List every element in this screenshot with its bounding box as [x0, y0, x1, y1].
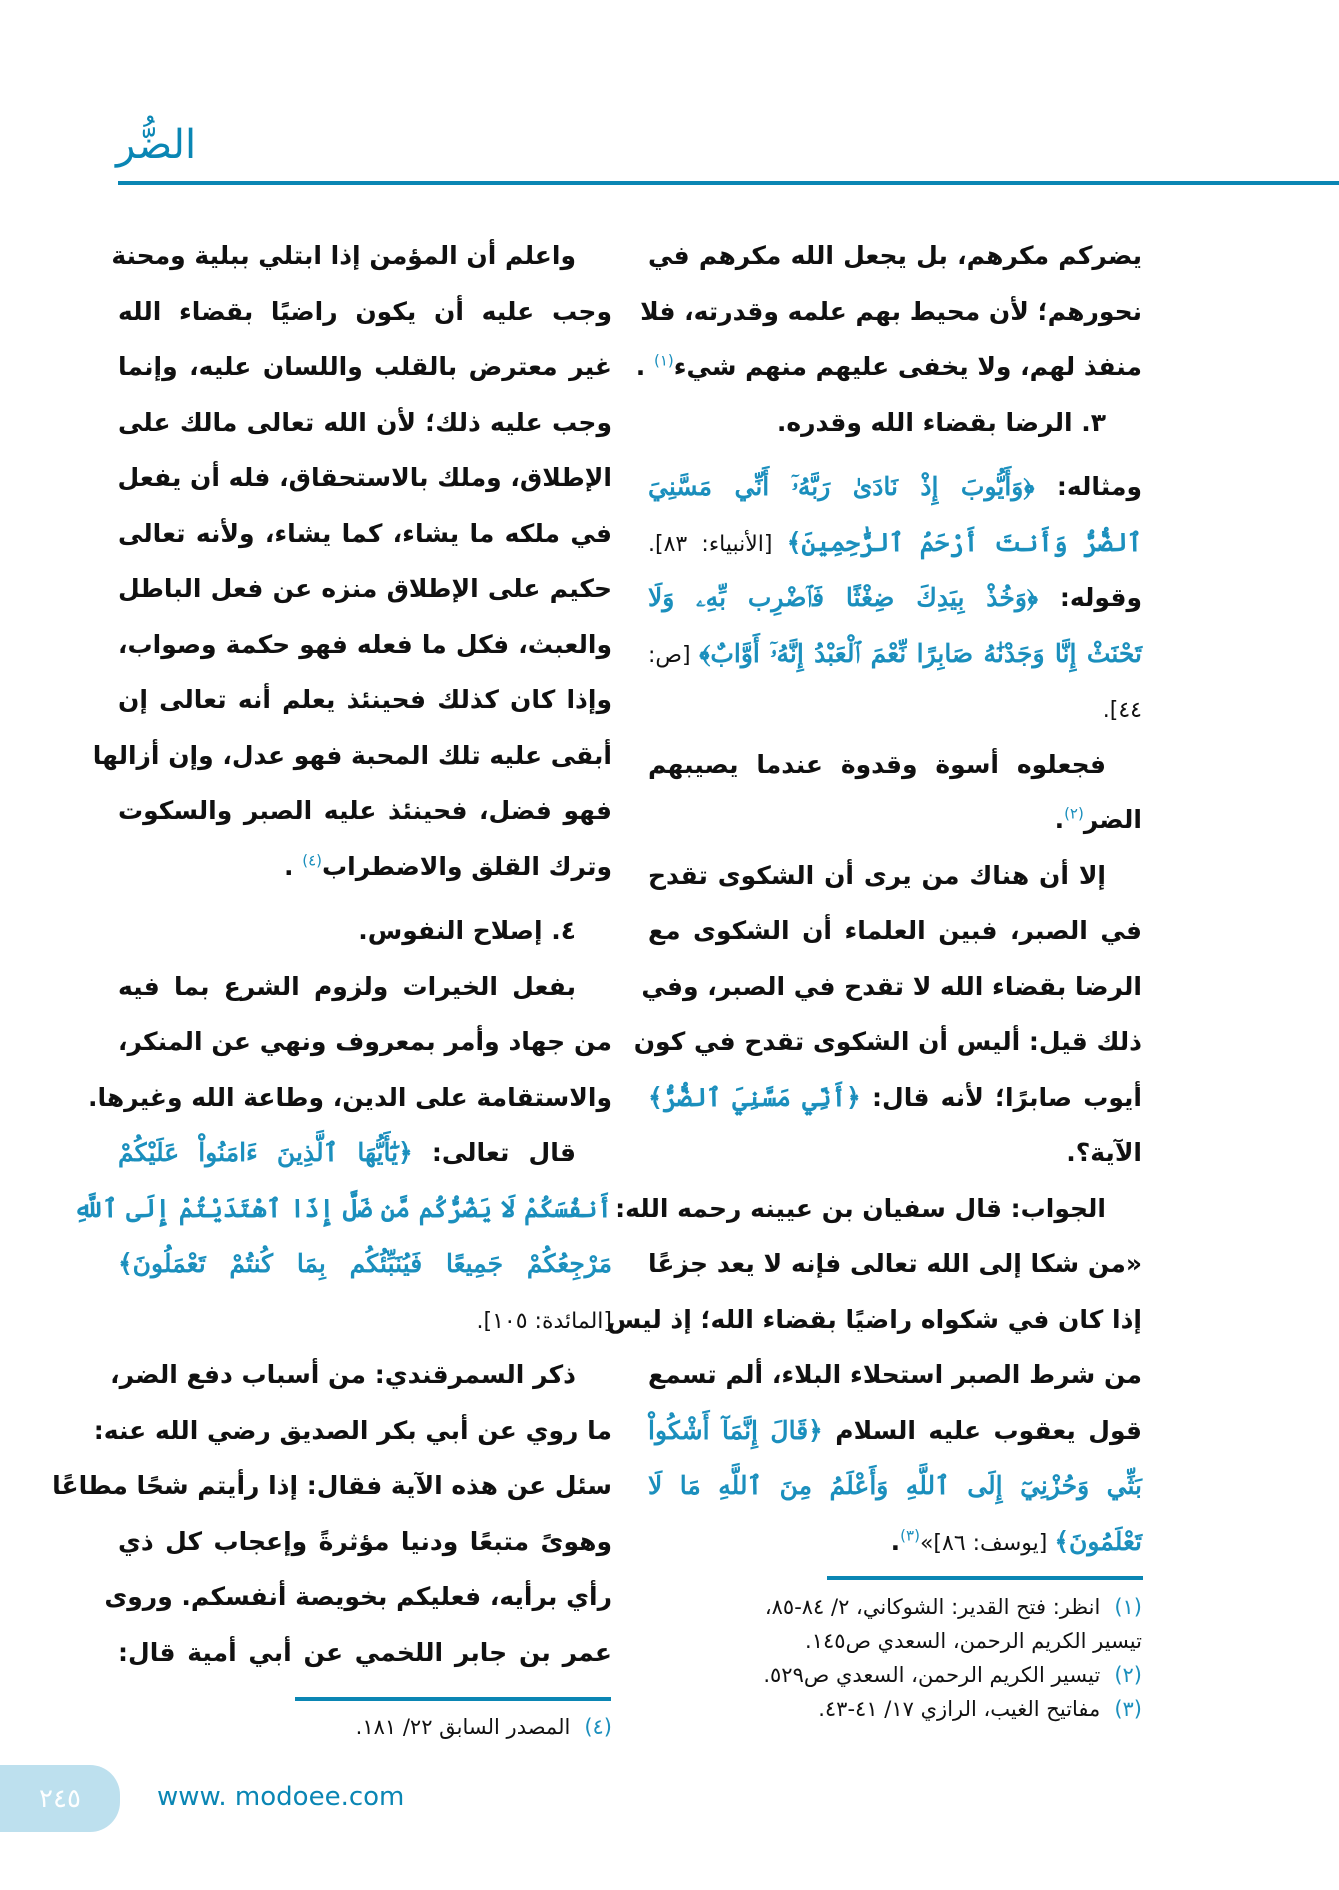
- body-text: عمر بن جابر اللخمي عن أبي أمية قال:: [118, 1637, 612, 1667]
- text-line: [52, 1458, 612, 1514]
- text-line: [648, 792, 1142, 848]
- verse-reference: [المائدة: ١٠٥].: [476, 1308, 612, 1334]
- text-line: [93, 1403, 612, 1459]
- body-text: وترك القلق والاضطراب: [322, 851, 612, 881]
- text-line: [648, 1070, 1142, 1126]
- body-text: الآية؟.: [1066, 1138, 1142, 1167]
- quran-verse: ﴿قَالَ إِنَّمَآ أَشْكُواْ: [648, 1415, 823, 1445]
- text-line: [648, 1236, 1142, 1292]
- text-line: [118, 1292, 612, 1348]
- text-line: [648, 570, 1142, 626]
- text-line: [118, 903, 612, 959]
- body-text: وهوىً متبعًا ودنيا مؤثرةً وإعجاب كل ذي: [118, 1526, 612, 1556]
- body-text: الضر: [1083, 805, 1142, 834]
- text-line: [110, 1347, 612, 1403]
- body-text: الرضا بقضاء الله لا تقدح في الصبر، وفي: [641, 971, 1142, 1001]
- text-line: [648, 737, 1142, 793]
- quran-verse: ٱلضُّرُّ وَأَنتَ أَرْحَمُ ٱلرَّٰحِمِينَ﴾: [786, 527, 1143, 557]
- quran-verse: ﴿وَأَيُّوبَ إِذْ نَادَىٰ رَبَّهُۥٓ أَنِّي مَسَّنِيَ: [648, 472, 1035, 501]
- body-text: إلا أن هناك من يرى أن الشكوى تقدح: [648, 860, 1106, 890]
- text-line: [648, 228, 1142, 284]
- text-line: [118, 1236, 612, 1292]
- body-text: حكيم على الإطلاق منزه عن فعل الباطل: [118, 574, 612, 603]
- footnotes-left: [118, 1710, 612, 1744]
- body-text: والاستقامة على الدين، وطاعة الله وغيرها.: [87, 1082, 612, 1112]
- body-text: .: [890, 1526, 901, 1556]
- quran-verse: مَرْجِعُكُمْ جَمِيعًا فَيُنَبِّئُكُم بِمَا كُنتُمْ تَعْمَلُونَ﴾: [118, 1249, 612, 1278]
- body-text: .: [635, 352, 654, 381]
- chapter-title: الضُّر: [116, 122, 197, 168]
- body-text: غير معترض بالقلب واللسان عليه، وإنما: [118, 352, 612, 381]
- footnote-text: تيسير الكريم الرحمن، السعدي ص١٤٥.: [805, 1629, 1142, 1653]
- text-line: [648, 515, 1142, 571]
- text-line: [118, 506, 612, 562]
- text-line: [648, 459, 1142, 515]
- body-text: واعلم أن المؤمن إذا ابتلي ببلية ومحنة: [111, 241, 576, 270]
- text-line: [118, 395, 612, 451]
- footnote: [648, 1624, 1142, 1658]
- footnote-number: (٢): [1114, 1663, 1142, 1687]
- body-text: قول يعقوب عليه السلام: [822, 1415, 1143, 1445]
- body-text: وقوله:: [1038, 583, 1142, 612]
- quran-verse: ﴿وَخُذْ بِيَدِكَ ضِغْثًا فَٱضْرِب بِّهِۦ وَلَا: [648, 583, 1039, 612]
- text-line: [635, 339, 1142, 395]
- body-text: أيوب صابرًا؛ لأنه قال:: [860, 1082, 1142, 1112]
- quran-verse: تَعْلَمُونَ﴾: [1054, 1526, 1142, 1556]
- verse-reference: [ص:: [648, 642, 700, 668]
- text-line: [641, 959, 1142, 1015]
- text-line: [73, 1181, 612, 1237]
- body-text: بفعل الخيرات ولزوم الشرع بما فيه: [118, 971, 576, 1001]
- body-text: «من شكا إلى الله تعالى فإنه لا يعد جزعًا: [648, 1249, 1142, 1278]
- body-text: إذا كان في شكواه راضيًا بقضاء الله؛ إذ ليس: [606, 1304, 1142, 1334]
- body-text: وإذا كان كذلك فحينئذ يعلم أنه تعالى إن: [118, 685, 612, 714]
- footnote-number: (٣): [1114, 1697, 1142, 1721]
- body-text: نحورهم؛ لأن محيط بهم علمه وقدرته، فلا: [640, 296, 1142, 326]
- footnote-rule-right: [827, 1576, 1143, 1580]
- footnote-marker: (٣): [900, 1526, 920, 1545]
- footnote-text: تيسير الكريم الرحمن، السعدي ص٥٢٩.: [763, 1663, 1101, 1687]
- body-text: ما روي عن أبي بكر الصديق رضي الله عنه:: [93, 1415, 612, 1445]
- text-line: [118, 1625, 612, 1681]
- website-link[interactable]: www. modoee.com: [157, 1782, 405, 1812]
- body-text: ذكر السمرقندي: من أسباب دفع الضر،: [110, 1360, 576, 1389]
- text-line: [118, 617, 612, 673]
- text-line: [92, 728, 612, 784]
- footnote-text: مفاتيح الغيب، الرازي ١٧/ ٤١-٤٣.: [818, 1697, 1101, 1721]
- body-text: وجب عليه ذلك؛ لأن الله تعالى مالك على: [118, 407, 612, 437]
- body-text: من جهاد وأمر بمعروف ونهي عن المنكر،: [118, 1027, 612, 1056]
- body-text: ذلك قيل: أليس أن الشكوى تقدح في كون: [633, 1027, 1142, 1056]
- text-line: [648, 903, 1142, 959]
- text-line: [648, 1458, 1142, 1514]
- footnote: [118, 1710, 612, 1744]
- text-line: [633, 1014, 1142, 1070]
- footnote: [648, 1590, 1142, 1624]
- body-text: .: [1054, 805, 1065, 834]
- quran-verse: بَثِّي وَحُزْنِيٓ إِلَى ٱللَّهِ وَأَعْلَمُ مِنَ ٱللَّهِ مَا لَا: [648, 1471, 1142, 1500]
- header-rule: [118, 181, 1339, 185]
- text-line: [118, 672, 612, 728]
- body-text: أبقى عليه تلك المحبة فهو عدل، وإن أزالها: [92, 740, 612, 770]
- body-text: فجعلوه أسوة وقدوة عندما يصيبهم: [648, 749, 1106, 779]
- body-text: والعبث، فكل ما فعله فهو حكمة وصواب،: [118, 629, 612, 659]
- footnotes-right: [648, 1590, 1142, 1726]
- text-line: [615, 1181, 1142, 1237]
- text-line: [118, 959, 612, 1015]
- footnote-text: المصدر السابق ٢٢/ ١٨١.: [355, 1715, 571, 1739]
- text-line: [118, 1514, 612, 1570]
- body-text: الجواب: قال سفيان بن عيينه رحمه الله:: [615, 1193, 1106, 1223]
- text-line: [118, 284, 612, 340]
- quran-verse: تَحْنَثْ إِنَّا وَجَدْنَٰهُ صَابِرًا نِّعْمَ ٱلْعَبْدُ إِنَّهُۥٓ أَوَّابٌ﴾: [699, 638, 1143, 668]
- footnote-marker: (١): [653, 351, 674, 370]
- text-line: [648, 1403, 1142, 1459]
- text-line: [118, 339, 612, 395]
- text-line: [118, 783, 612, 839]
- body-text: ٤. إصلاح النفوس.: [358, 916, 576, 945]
- text-line: [648, 1347, 1142, 1403]
- footnote-text: انظر: فتح القدير: الشوكاني، ٢/ ٨٤-٨٥،: [764, 1595, 1101, 1619]
- quran-verse: أَنفُسَكُمْ لَا يَضُرُّكُم مَّن ضَلَّ إِذَا ٱهْتَدَيْتُمْ إِلَى ٱللَّهِ: [73, 1193, 612, 1223]
- page-number: ٢٤٥: [39, 1783, 81, 1814]
- text-line: [111, 228, 612, 284]
- footnote-number: (١): [1114, 1595, 1142, 1619]
- body-text: ومثاله:: [1034, 472, 1142, 501]
- text-line: [648, 1125, 1142, 1181]
- footnote-marker: (٢): [1064, 804, 1084, 823]
- quran-verse: ﴿يَٰٓأَيُّهَا ٱلَّذِينَ ءَامَنُواْ عَلَيْكُمْ: [118, 1138, 413, 1167]
- verse-reference: ٤٤].: [1102, 698, 1142, 723]
- text-line: [648, 626, 1142, 682]
- text-line: [648, 395, 1142, 451]
- text-line: [118, 1014, 612, 1070]
- body-text: في الصبر، فبين العلماء أن الشكوى مع: [648, 916, 1142, 945]
- text-line: [118, 561, 612, 617]
- body-text: في ملكه ما يشاء، كما يشاء، ولأنه تعالى: [118, 518, 612, 548]
- body-text: منفذ لهم، ولا يخفى عليهم منهم شيء: [673, 352, 1142, 381]
- body-text: قال تعالى:: [412, 1138, 577, 1167]
- body-text: الإطلاق، وملك بالاستحقاق، فله أن يفعل: [117, 463, 612, 492]
- footnote: [648, 1658, 1142, 1692]
- body-text: يضركم مكرهم، بل يجعل الله مكرهم في: [648, 241, 1142, 270]
- quran-verse: ﴿أَنِّي مَسَّنِيَ ٱلضُّرُّ﴾: [648, 1082, 861, 1112]
- footnote: [648, 1692, 1142, 1726]
- verse-reference: [الأنبياء: ٨٣].: [648, 531, 787, 557]
- body-text: ٣. الرضا بقضاء الله وقدره.: [776, 407, 1106, 437]
- page-number-badge: [0, 1765, 120, 1832]
- body-text: سئل عن هذه الآية فقال: إذا رأيتم شحًا مطاعًا: [52, 1471, 612, 1500]
- footnote-number: (٤): [584, 1715, 612, 1739]
- footnote-marker: (٤): [302, 851, 323, 870]
- body-text: من شرط الصبر استحلاء البلاء، ألم تسمع: [648, 1360, 1142, 1389]
- text-line: [104, 1569, 612, 1625]
- verse-reference: [يوسف: ٨٦]»: [919, 1530, 1055, 1556]
- text-line: [87, 1070, 612, 1126]
- body-text: رأي برأيه، فعليكم بخويصة أنفسكم. وروى: [104, 1582, 612, 1611]
- text-line: [648, 681, 1142, 737]
- footnote-rule-left: [295, 1697, 611, 1701]
- text-line: [640, 284, 1142, 340]
- left-column: [52, 228, 612, 1680]
- text-line: [648, 1514, 1142, 1570]
- body-text: .: [284, 851, 303, 881]
- text-line: [648, 848, 1142, 904]
- body-text: فهو فضل، فحينئذ عليه الصبر والسكوت: [118, 796, 612, 825]
- text-line: [118, 839, 612, 895]
- text-line: [118, 450, 612, 506]
- right-column: [606, 228, 1143, 1569]
- text-line: [118, 1125, 612, 1181]
- body-text: وجب عليه أن يكون راضيًا بقضاء الله: [118, 296, 612, 326]
- text-line: [606, 1292, 1142, 1348]
